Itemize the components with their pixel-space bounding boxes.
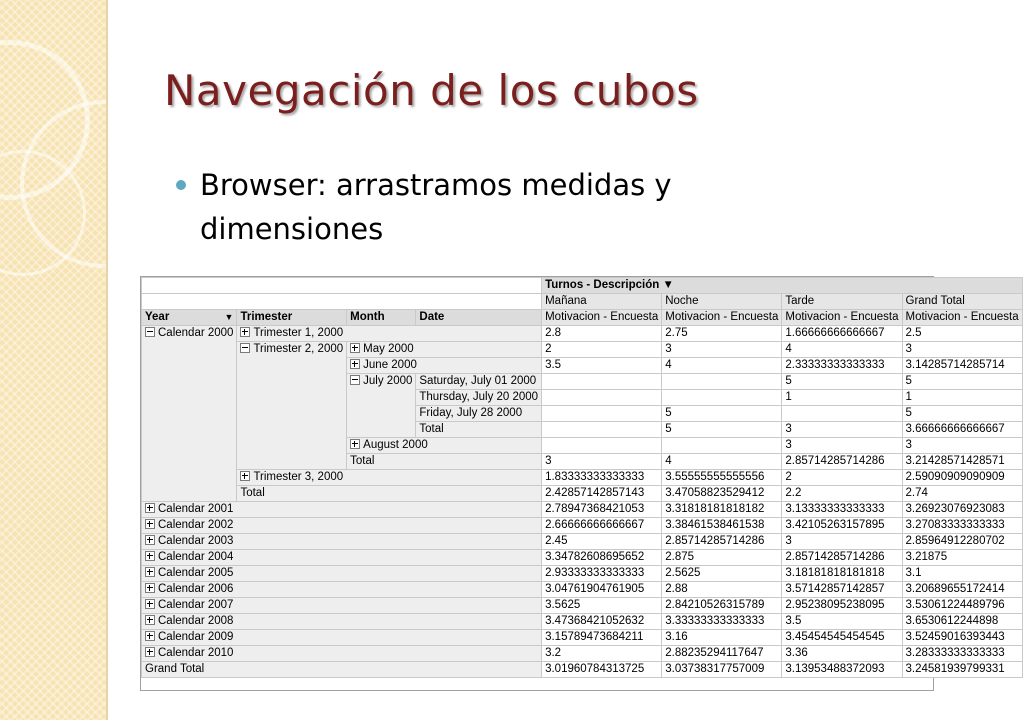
value-cell: [662, 390, 782, 406]
column-header-manana[interactable]: Mañana: [542, 294, 662, 310]
expand-icon[interactable]: [145, 519, 155, 529]
value-cell: 3.36: [782, 646, 902, 662]
value-cell: 3.57142857142857: [782, 582, 902, 598]
row-label-text: Calendar 2003: [158, 535, 234, 547]
expand-icon[interactable]: [145, 567, 155, 577]
value-cell: 2.88: [662, 582, 782, 598]
table-row: [142, 518, 1023, 534]
row-label-text: July 2000: [363, 375, 413, 387]
value-cell: 5: [782, 374, 902, 390]
value-cell: 2.75: [662, 326, 782, 342]
value-cell: 3.26923076923083: [902, 502, 1022, 518]
column-field-header[interactable]: [542, 278, 1023, 294]
row-label-calendar-2007[interactable]: [142, 598, 542, 614]
value-cell: 3.33333333333333: [662, 614, 782, 630]
expand-icon[interactable]: [145, 551, 155, 561]
table-row: [142, 550, 1023, 566]
value-cell: 2: [782, 470, 902, 486]
value-cell: 3: [542, 454, 662, 470]
row-label-calendar-2006[interactable]: [142, 582, 542, 598]
row-label-text: May 2000: [363, 343, 414, 355]
row-label-total: Total: [347, 454, 542, 470]
row-label-text: Calendar 2001: [158, 503, 234, 515]
measure-header: Motivacion - Encuesta: [542, 310, 662, 326]
dropdown-arrow-icon[interactable]: ▼: [224, 312, 234, 322]
value-cell: 2: [542, 342, 662, 358]
value-cell: 3.03738317757009: [662, 662, 782, 678]
row-field-year[interactable]: [142, 310, 237, 326]
slide-title: Navegación de los cubos: [164, 66, 699, 115]
value-cell: [542, 422, 662, 438]
row-label-text: Calendar 2009: [158, 631, 234, 643]
value-cell: 2.33333333333333: [782, 358, 902, 374]
value-cell: 3.21428571428571: [902, 454, 1022, 470]
row-label-date[interactable]: Thursday, July 20 2000: [416, 390, 542, 406]
measure-header: Motivacion - Encuesta: [662, 310, 782, 326]
value-cell: 5: [902, 406, 1022, 422]
value-cell: 3.20689655172414: [902, 582, 1022, 598]
row-field-year-label: Year: [145, 311, 170, 323]
value-cell: 3: [662, 342, 782, 358]
row-label-text: Calendar 2006: [158, 583, 234, 595]
measure-header: Motivacion - Encuesta: [782, 310, 902, 326]
expand-icon[interactable]: [145, 599, 155, 609]
value-cell: 3.28333333333333: [902, 646, 1022, 662]
expand-icon[interactable]: [145, 647, 155, 657]
row-label-text: Trimester 1, 2000: [253, 327, 344, 339]
grand-total-row: [142, 662, 1023, 678]
table-row: [142, 614, 1023, 630]
value-cell: 2.42857142857143: [542, 486, 662, 502]
row-field-month[interactable]: Month: [347, 310, 416, 326]
value-cell: [542, 406, 662, 422]
value-cell: 3: [902, 438, 1022, 454]
value-cell: [542, 438, 662, 454]
row-label-total: Total: [416, 422, 542, 438]
value-cell: 2.66666666666667: [542, 518, 662, 534]
row-label-text: Calendar 2002: [158, 519, 234, 531]
row-label-grand-total: Grand Total: [142, 662, 542, 678]
value-cell: 1: [902, 390, 1022, 406]
row-label-text: Calendar 2000: [158, 327, 234, 339]
value-cell: 3.34782608695652: [542, 550, 662, 566]
table-row: [142, 342, 1023, 358]
value-cell: 3.14285714285714: [902, 358, 1022, 374]
value-cell: 3: [782, 534, 902, 550]
value-cell: 2.95238095238095: [782, 598, 902, 614]
value-cell: 1.83333333333333: [542, 470, 662, 486]
expand-icon[interactable]: [145, 631, 155, 641]
expand-icon[interactable]: [145, 615, 155, 625]
table-row: [142, 598, 1023, 614]
expand-icon[interactable]: [145, 535, 155, 545]
column-field-label: Turnos - Descripción: [545, 279, 660, 291]
row-label-text: Calendar 2004: [158, 551, 234, 563]
row-field-trimester[interactable]: Trimester: [237, 310, 347, 326]
value-cell: 3: [782, 422, 902, 438]
value-cell: 2.85964912280702: [902, 534, 1022, 550]
value-cell: 2.93333333333333: [542, 566, 662, 582]
expand-icon[interactable]: [145, 503, 155, 513]
value-cell: 3.1: [902, 566, 1022, 582]
collapse-icon[interactable]: [145, 327, 155, 337]
value-cell: 3.5: [782, 614, 902, 630]
table-row: [142, 486, 1023, 502]
table-row: [142, 566, 1023, 582]
value-cell: 3.5625: [542, 598, 662, 614]
row-label-calendar-2002[interactable]: [142, 518, 542, 534]
value-cell: 3.04761904761905: [542, 582, 662, 598]
value-cell: [782, 406, 902, 422]
value-cell: 4: [662, 454, 782, 470]
value-cell: 3.55555555555556: [662, 470, 782, 486]
row-label-august-2000[interactable]: [347, 438, 542, 454]
value-cell: 3.52459016393443: [902, 630, 1022, 646]
value-cell: [542, 374, 662, 390]
value-cell: 3.27083333333333: [902, 518, 1022, 534]
row-field-date[interactable]: Date: [416, 310, 542, 326]
column-header-grand-total: Grand Total: [902, 294, 1022, 310]
bullet-text: Browser: arrastramos medidas y dimensiones: [200, 168, 672, 246]
value-cell: 3: [782, 438, 902, 454]
cube-browser-grid[interactable]: [140, 276, 1019, 691]
value-cell: 2.875: [662, 550, 782, 566]
column-header-noche[interactable]: Noche: [662, 294, 782, 310]
blank-cell: [142, 294, 542, 310]
expand-icon[interactable]: [145, 583, 155, 593]
value-cell: 2.8: [542, 326, 662, 342]
expand-icon[interactable]: [350, 359, 360, 369]
value-cell: 4: [782, 342, 902, 358]
row-label-text: Trimester 3, 2000: [253, 471, 344, 483]
row-label-date[interactable]: Friday, July 28 2000: [416, 406, 542, 422]
collapse-icon[interactable]: [350, 375, 360, 385]
row-label-june-2000[interactable]: [347, 358, 542, 374]
bullet-dot: [176, 180, 186, 190]
table-row: [142, 630, 1023, 646]
value-cell: [662, 438, 782, 454]
row-label-calendar-2009[interactable]: [142, 630, 542, 646]
pivot-column-header-row: [142, 294, 1023, 310]
expand-icon[interactable]: [350, 343, 360, 353]
row-label-text: June 2000: [363, 359, 417, 371]
row-label-text: Calendar 2008: [158, 615, 234, 627]
row-label-calendar-2000[interactable]: [142, 326, 237, 502]
value-cell: 2.84210526315789: [662, 598, 782, 614]
pivot-row-field-row: [142, 310, 1023, 326]
row-label-calendar-2003[interactable]: [142, 534, 542, 550]
row-label-july-2000[interactable]: [347, 374, 416, 438]
pivot-column-field-row: [142, 278, 1023, 294]
expand-icon[interactable]: [350, 439, 360, 449]
value-cell: 2.88235294117647: [662, 646, 782, 662]
value-cell: 5: [902, 374, 1022, 390]
value-cell: 3.5: [542, 358, 662, 374]
value-cell: 3.15789473684211: [542, 630, 662, 646]
table-row: [142, 534, 1023, 550]
value-cell: 3.42105263157895: [782, 518, 902, 534]
table-row: [142, 470, 1023, 486]
value-cell: [542, 390, 662, 406]
value-cell: 3.01960784313725: [542, 662, 662, 678]
value-cell: 2.85714285714286: [662, 534, 782, 550]
decorative-sidebar: [0, 0, 106, 720]
value-cell: 3: [902, 342, 1022, 358]
row-label-may-2000[interactable]: [347, 342, 542, 358]
value-cell: 3.53061224489796: [902, 598, 1022, 614]
value-cell: 3.6530612244898: [902, 614, 1022, 630]
column-header-tarde[interactable]: Tarde: [782, 294, 902, 310]
row-label-calendar-2005[interactable]: [142, 566, 542, 582]
row-label-calendar-2010[interactable]: [142, 646, 542, 662]
row-label-trimester-1[interactable]: [237, 326, 542, 342]
row-label-text: Calendar 2005: [158, 567, 234, 579]
value-cell: 3.47058823529412: [662, 486, 782, 502]
value-cell: 5: [662, 406, 782, 422]
expand-icon[interactable]: [240, 327, 250, 337]
dropdown-arrow-icon[interactable]: ▼: [659, 279, 674, 291]
row-label-date[interactable]: Saturday, July 01 2000: [416, 374, 542, 390]
value-cell: 2.85714285714286: [782, 550, 902, 566]
expand-icon[interactable]: [240, 471, 250, 481]
row-label-text: Calendar 2010: [158, 647, 234, 659]
value-cell: 3.47368421052632: [542, 614, 662, 630]
value-cell: 2.74: [902, 486, 1022, 502]
value-cell: 3.31818181818182: [662, 502, 782, 518]
value-cell: 2.59090909090909: [902, 470, 1022, 486]
row-label-calendar-2008[interactable]: [142, 614, 542, 630]
value-cell: 1: [782, 390, 902, 406]
value-cell: 3.16: [662, 630, 782, 646]
row-label-trimester-2[interactable]: [237, 342, 347, 470]
value-cell: 3.24581939799331: [902, 662, 1022, 678]
row-label-trimester-3[interactable]: [237, 470, 542, 486]
value-cell: 4: [662, 358, 782, 374]
table-row: [142, 582, 1023, 598]
row-label-total: Total: [237, 486, 542, 502]
value-cell: 2.2: [782, 486, 902, 502]
value-cell: 5: [662, 422, 782, 438]
collapse-icon[interactable]: [240, 343, 250, 353]
value-cell: 3.21875: [902, 550, 1022, 566]
measure-header: Motivacion - Encuesta: [902, 310, 1022, 326]
value-cell: 3.45454545454545: [782, 630, 902, 646]
value-cell: 2.5625: [662, 566, 782, 582]
row-label-text: Trimester 2, 2000: [253, 343, 344, 355]
row-label-text: August 2000: [363, 439, 428, 451]
value-cell: 2.5: [902, 326, 1022, 342]
value-cell: 1.66666666666667: [782, 326, 902, 342]
table-row: [142, 326, 1023, 342]
value-cell: 3.18181818181818: [782, 566, 902, 582]
blank-cell: [142, 278, 542, 294]
value-cell: 3.2: [542, 646, 662, 662]
row-label-calendar-2004[interactable]: [142, 550, 542, 566]
sidebar-edge: [106, 0, 108, 720]
table-row: [142, 502, 1023, 518]
value-cell: 3.13953488372093: [782, 662, 902, 678]
value-cell: 3.66666666666667: [902, 422, 1022, 438]
value-cell: 3.38461538461538: [662, 518, 782, 534]
value-cell: 2.85714285714286: [782, 454, 902, 470]
row-label-text: Calendar 2007: [158, 599, 234, 611]
value-cell: [662, 374, 782, 390]
value-cell: 3.13333333333333: [782, 502, 902, 518]
row-label-calendar-2001[interactable]: [142, 502, 542, 518]
table-row: [142, 646, 1023, 662]
value-cell: 2.78947368421053: [542, 502, 662, 518]
value-cell: 2.45: [542, 534, 662, 550]
pivot-table: [141, 277, 1023, 678]
